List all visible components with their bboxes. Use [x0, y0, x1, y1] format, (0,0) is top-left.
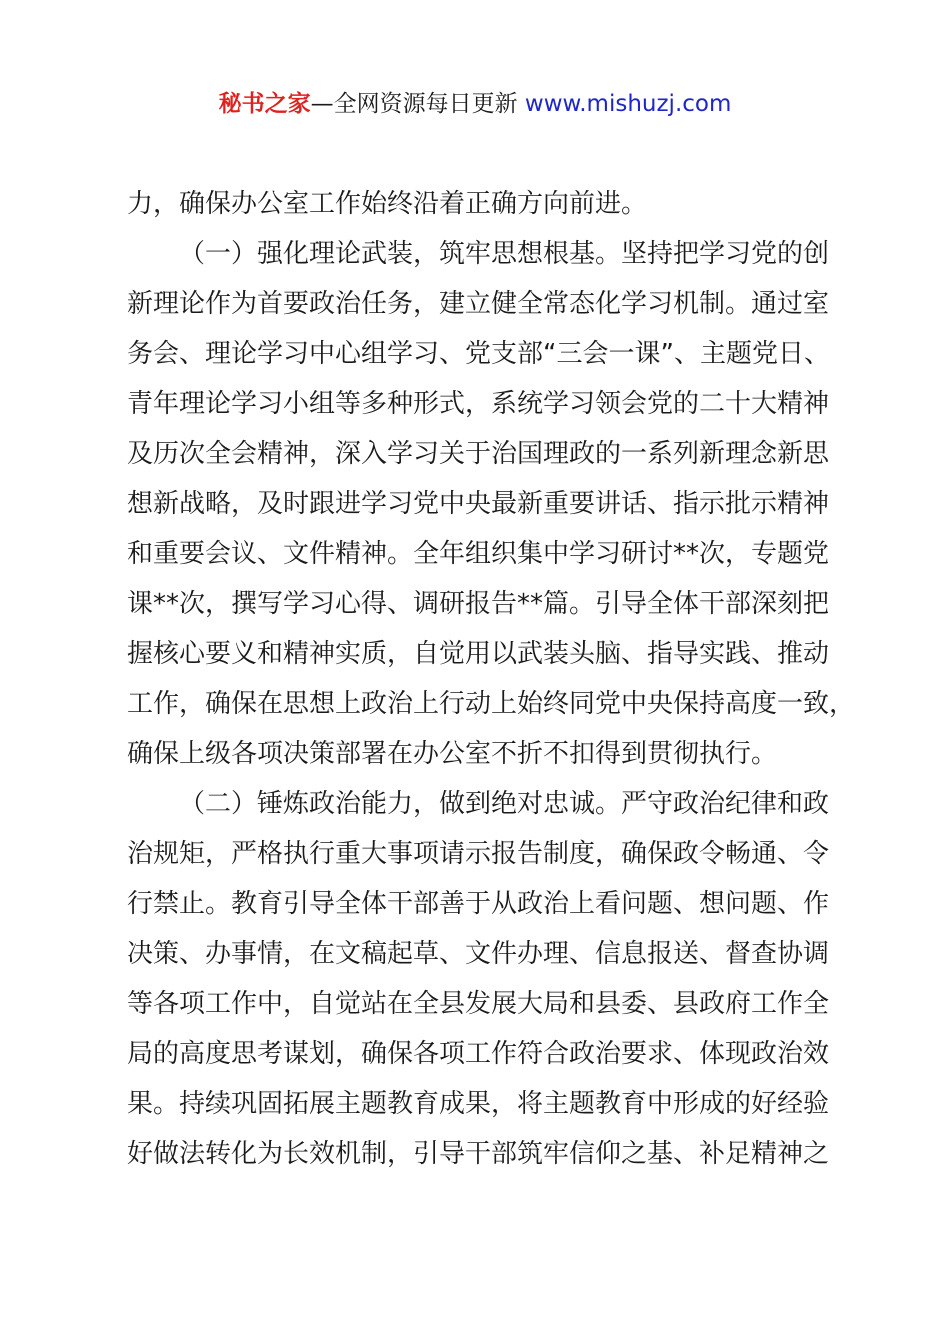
body-line: 决策、办事情，在文稿起草、文件办理、信息报送、督查协调 [127, 939, 830, 969]
document-body [127, 179, 856, 1179]
body-line: 务会、理论学习中心组学习、党支部“三会一课”、主题党日、 [127, 339, 830, 369]
body-line: 想新战略，及时跟进学习党中央最新重要讲话、指示批示精神 [127, 489, 830, 519]
body-line: 行禁止。教育引导全体干部善于从政治上看问题、想问题、作 [127, 889, 830, 919]
body-line: 局的高度思考谋划，确保各项工作符合政治要求、体现政治效 [127, 1039, 830, 1069]
brand-name: 秘书之家 [218, 91, 311, 117]
body-line: 确保上级各项决策部署在办公室不折不扣得到贯彻执行。 [127, 739, 778, 769]
body-line: 治规矩，严格执行重大事项请示报告制度，确保政令畅通、令 [127, 839, 830, 869]
section-one-first-line: （一）强化理论武装，筑牢思想根基。坚持把学习党的创 [179, 239, 830, 269]
body-line: 力，确保办公室工作始终沿着正确方向前进。 [127, 189, 648, 219]
body-line: 果。持续巩固拓展主题教育成果，将主题教育中形成的好经验 [127, 1089, 830, 1119]
body-line: 及历次全会精神，深入学习关于治国理政的一系列新理念新思 [127, 439, 830, 469]
section-two-first-line: （二）锤炼政治能力，做到绝对忠诚。严守政治纪律和政 [179, 789, 830, 819]
site-url-link[interactable]: www.mishuzj.com [524, 91, 732, 117]
page-header [0, 86, 950, 122]
body-line: 等各项工作中，自觉站在全县发展大局和县委、县政府工作全 [127, 989, 830, 1019]
body-line: 和重要会议、文件精神。全年组织集中学习研讨**次，专题党 [127, 539, 830, 569]
header-slogan: —全网资源每日更新 [310, 91, 525, 117]
body-line: 新理论作为首要政治任务，建立健全常态化学习机制。通过室 [127, 289, 830, 319]
body-line: 握核心要义和精神实质，自觉用以武装头脑、指导实践、推动 [127, 639, 830, 669]
body-line: 好做法转化为长效机制，引导干部筑牢信仰之基、补足精神之 [127, 1139, 830, 1169]
body-line: 工作，确保在思想上政治上行动上始终同党中央保持高度一致， [127, 689, 856, 719]
body-line: 青年理论学习小组等多种形式，系统学习领会党的二十大精神 [127, 389, 830, 419]
body-line: 课**次，撰写学习心得、调研报告**篇。引导全体干部深刻把 [127, 589, 830, 619]
